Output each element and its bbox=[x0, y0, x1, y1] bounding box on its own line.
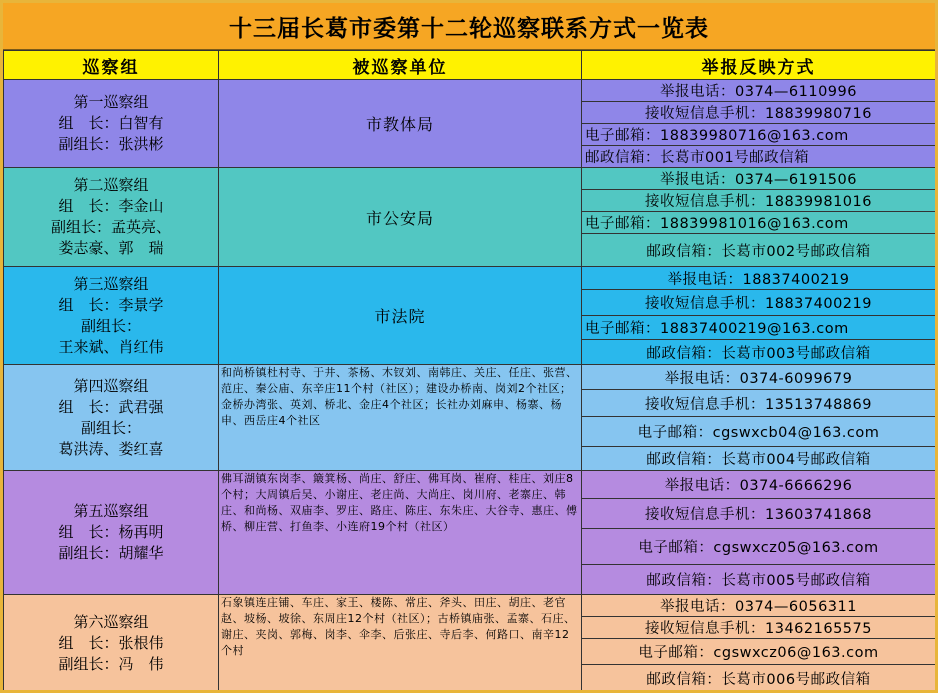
group-leader: 组 长：李景学 bbox=[58, 295, 164, 314]
group-cell-1 bbox=[4, 80, 219, 168]
contact-phone: 举报电话：0374—6110996 bbox=[582, 80, 936, 102]
unit-cell-1: 市教体局 bbox=[219, 80, 582, 168]
contact-mailbox: 邮政信箱：长葛市004号邮政信箱 bbox=[582, 447, 936, 471]
unit-cell-2: 市公安局 bbox=[219, 168, 582, 267]
group-leader: 组 长：白智有 bbox=[58, 114, 164, 132]
header-group: 巡察组 bbox=[4, 51, 219, 80]
unit-cell-6: 石象镇连庄铺、车庄、家王、楼陈、常庄、斧头、田庄、胡庄、老官赵、坡杨、坡徐、东周庄12个村（社区）；古桥镇庙张、孟寨、石庄、谢庄、夹岗、郭梅、岗李、伞李、后张庄、寺后李、何路口、南辛12个村 bbox=[219, 595, 582, 693]
group-name: 第三巡察组 bbox=[73, 274, 149, 293]
group-cell-5 bbox=[4, 471, 219, 595]
table-row bbox=[4, 471, 936, 499]
contact-phone: 举报电话：0374-6666296 bbox=[582, 471, 936, 499]
unit-cell-3: 市法院 bbox=[219, 267, 582, 365]
group-name: 第五巡察组 bbox=[73, 502, 149, 520]
contact-email: 电子邮箱：18837400219@163.com bbox=[582, 316, 936, 340]
group-cell-3 bbox=[4, 267, 219, 365]
contact-phone: 举报电话：0374—6191506 bbox=[582, 168, 936, 190]
contact-mailbox: 邮政信箱：长葛市005号邮政信箱 bbox=[582, 565, 936, 595]
group-deputy: 副组长：胡耀华 bbox=[58, 544, 164, 562]
group-name: 第一巡察组 bbox=[73, 93, 149, 111]
contact-phone: 举报电话：0374—6056311 bbox=[582, 595, 936, 617]
contact-mailbox: 邮政信箱：长葛市003号邮政信箱 bbox=[582, 340, 936, 365]
group-cell-4 bbox=[4, 365, 219, 471]
contact-mailbox: 邮政信箱：长葛市002号邮政信箱 bbox=[582, 234, 936, 267]
table-row bbox=[4, 168, 936, 190]
group-name: 第六巡察组 bbox=[73, 613, 149, 631]
group-deputy-cont: 王来斌、肖红伟 bbox=[58, 337, 164, 356]
group-deputy: 副组长： bbox=[80, 418, 141, 437]
group-deputy: 副组长：张洪彬 bbox=[58, 135, 164, 153]
contact-sms: 接收短信息手机：13462165575 bbox=[582, 617, 936, 639]
contact-phone: 举报电话：18837400219 bbox=[582, 267, 936, 290]
contact-table bbox=[3, 50, 936, 693]
group-leader: 组 长：李金山 bbox=[58, 197, 164, 215]
contact-mailbox: 邮政信箱：长葛市001号邮政信箱 bbox=[582, 146, 936, 168]
group-deputy-cont: 娄志豪、郭 瑞 bbox=[58, 239, 164, 257]
contact-email: 电子邮箱：18839980716@163.com bbox=[582, 124, 936, 146]
contact-sms: 接收短信息手机：18837400219 bbox=[582, 290, 936, 316]
contact-email: 电子邮箱：18839981016@163.com bbox=[582, 212, 936, 234]
group-deputy-cont: 葛洪涛、娄红喜 bbox=[58, 439, 164, 458]
group-leader: 组 长：杨再明 bbox=[58, 523, 164, 541]
contact-sms: 接收短信息手机：13513748869 bbox=[582, 390, 936, 417]
group-name: 第四巡察组 bbox=[73, 376, 149, 395]
contact-mailbox: 邮政信箱：长葛市006号邮政信箱 bbox=[582, 665, 936, 693]
contact-email: 电子邮箱：cgswxcz05@163.com bbox=[582, 529, 936, 565]
unit-cell-5: 佛耳湖镇东岗李、簸箕杨、尚庄、舒庄、佛耳岗、崔府、桂庄、刘庄8个村；大周镇后吴、小谢庄、老庄尚、大尚庄、岗川府、老寨庄、韩庄、和尚杨、双庙李、罗庄、路庄、陈庄、东朱庄、大谷寺、惠庄、傅桥、柳庄营、打鱼李、小连府19个村（社区） bbox=[219, 471, 582, 595]
contact-sms: 接收短信息手机：13603741868 bbox=[582, 499, 936, 529]
unit-cell-4: 和尚桥镇杜村寺、于井、茶杨、木钗刘、南韩庄、关庄、任庄、张营、范庄、秦公庙、东辛庄11个村（社区）；建设办桥南、岗刘2个社区；金桥办湾张、英刘、桥北、金庄4个社区；长社办刘麻申、杨寨、杨申、西岳庄4个社区 bbox=[219, 365, 582, 471]
group-deputy: 副组长： bbox=[80, 316, 141, 335]
header-row bbox=[4, 51, 936, 80]
table-row bbox=[4, 595, 936, 617]
table-row bbox=[4, 80, 936, 102]
contact-phone: 举报电话：0374-6099679 bbox=[582, 365, 936, 390]
contact-email: 电子邮箱：cgswxcb04@163.com bbox=[582, 417, 936, 447]
contact-email: 电子邮箱：cgswxcz06@163.com bbox=[582, 639, 936, 665]
group-deputy: 副组长：孟英亮、 bbox=[50, 218, 171, 236]
group-leader: 组 长：武君强 bbox=[58, 397, 164, 416]
group-deputy: 副组长：冯 伟 bbox=[58, 655, 164, 673]
group-cell-6 bbox=[4, 595, 219, 693]
group-cell-2 bbox=[4, 168, 219, 267]
header-contact: 举报反映方式 bbox=[582, 51, 936, 80]
header-unit: 被巡察单位 bbox=[219, 51, 582, 80]
contact-sms: 接收短信息手机：18839981016 bbox=[582, 190, 936, 212]
group-leader: 组 长：张根伟 bbox=[58, 634, 164, 652]
table-row bbox=[4, 365, 936, 390]
table-row bbox=[4, 267, 936, 290]
sheet-title: 十三届长葛市委第十二轮巡察联系方式一览表 bbox=[3, 3, 935, 50]
contact-sms: 接收短信息手机：18839980716 bbox=[582, 102, 936, 124]
group-name: 第二巡察组 bbox=[73, 176, 149, 194]
